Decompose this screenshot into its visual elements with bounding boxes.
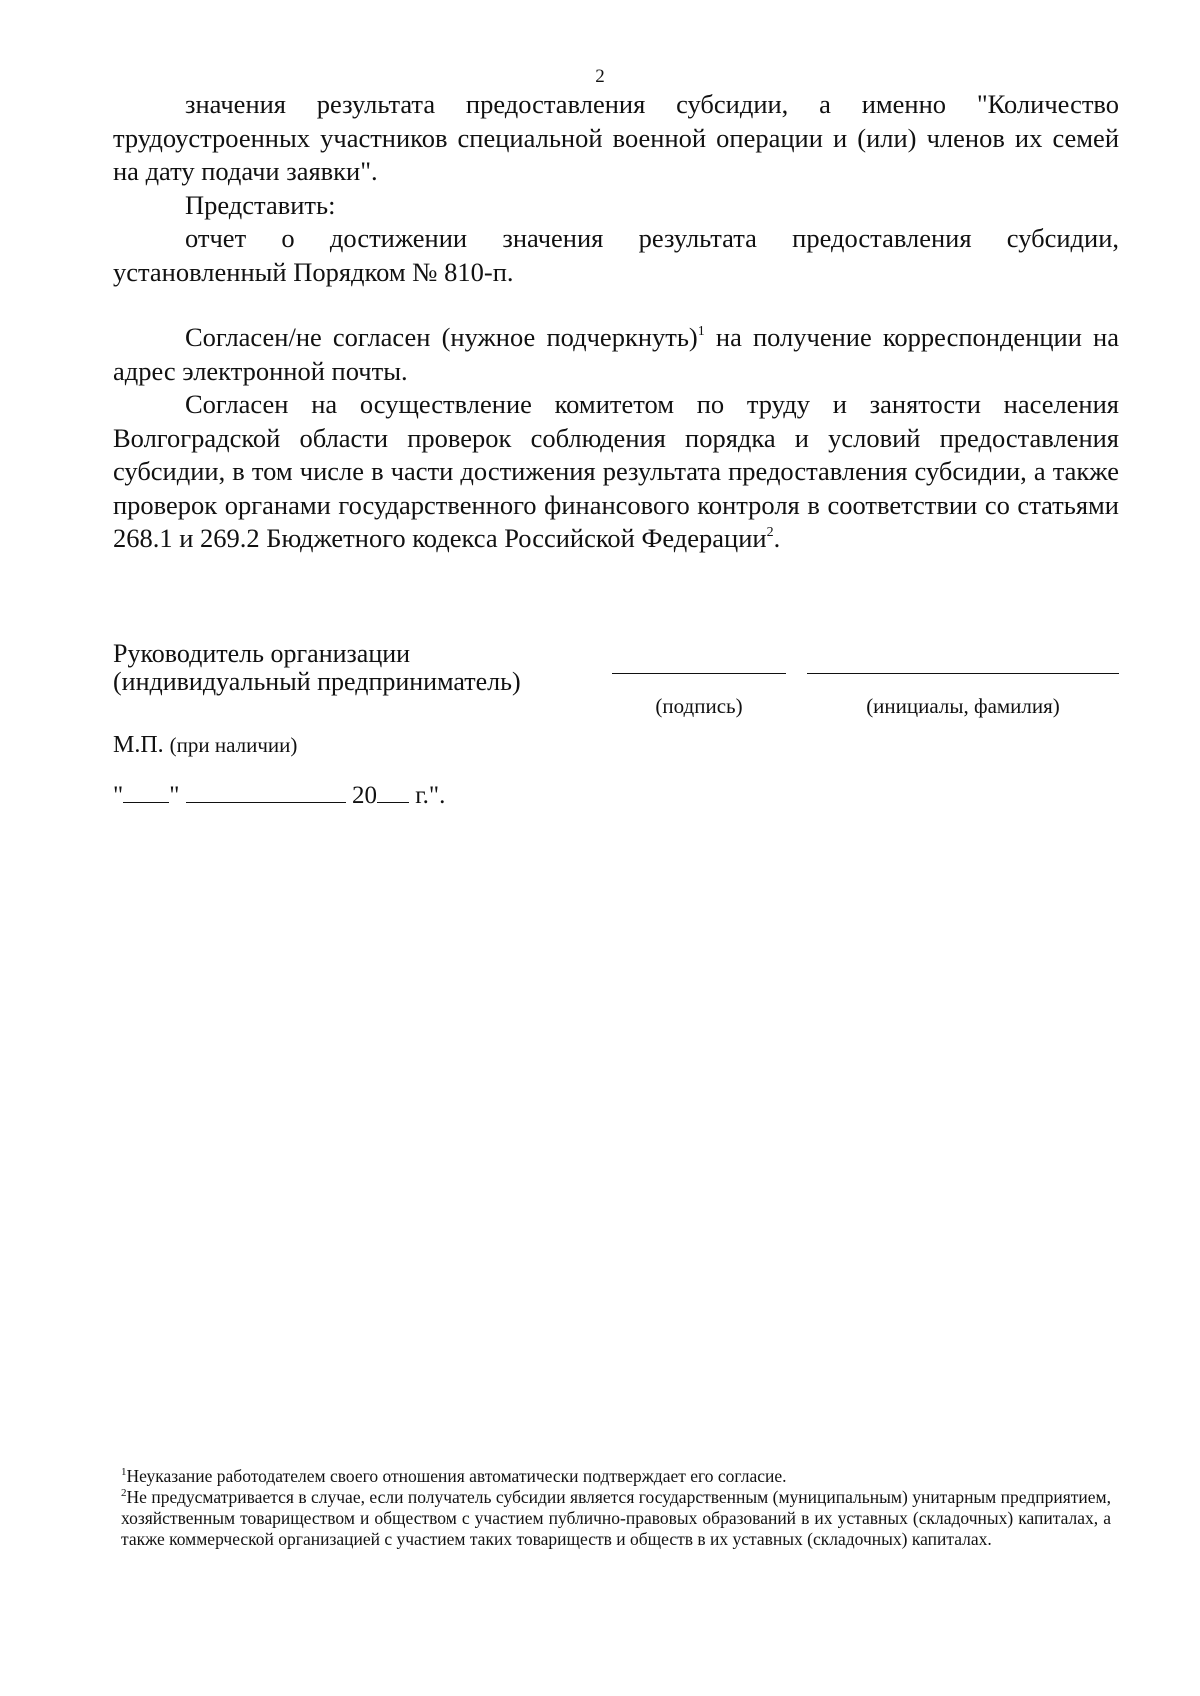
email-consent-text: Согласен/не согласен (нужное подчеркнуть) — [185, 322, 698, 352]
paragraph-email-consent — [113, 321, 1119, 388]
signature-block — [113, 640, 1119, 696]
footnote-text-1: Неуказание работодателем своего отношения автоматически подтверждает его согласие. — [126, 1466, 787, 1486]
document-body — [113, 88, 1119, 556]
inspection-consent-text: Согласен на осуществление комитетом по труду и занятости населения Волгоградской области проверок соблюдения порядка и условий предоставления субсидии, в том числе в части достижения результата предоставления субсидии, а также проверок органами государственного финансового контроля в соответствии со статьями 268.1 и 269.2 Бюджетного кодекса Российской Федерации — [113, 389, 1119, 553]
day-blank — [123, 780, 169, 803]
signature-caption: (подпись) — [655, 694, 743, 718]
paragraph-submit: Представить: — [185, 189, 336, 220]
signatory-title-line1: Руководитель организации — [113, 639, 411, 668]
stamp-placeholder — [113, 732, 297, 759]
name-caption: (инициалы, фамилия) — [866, 694, 1060, 718]
date-quote-open: " — [113, 782, 124, 809]
date-suffix: г.". — [415, 782, 446, 809]
signatory-title-line2: (индивидуальный предприниматель) — [113, 667, 521, 696]
footnote-ref-2: 2 — [766, 525, 774, 540]
name-line — [807, 673, 1119, 674]
paragraph-report: отчет о достижении значения результата предоставления субсидии, установленный Порядком № 810-п. — [113, 223, 1119, 287]
page-number: 2 — [595, 66, 605, 87]
email-consent-text-end: на получение корреспонденции на адрес электронной почты. — [113, 322, 1119, 386]
paragraph-spacer — [113, 289, 1119, 321]
date-quote-close: " — [169, 782, 180, 809]
paragraph-result-value: значения результата предоставления субсидии, а именно "Количество трудоустроенных участников специальной военной операции и (или) членов их семей на дату подачи заявки". — [113, 89, 1119, 186]
month-blank — [186, 780, 346, 803]
year-prefix: 20 — [351, 782, 377, 809]
paragraph-inspection-consent — [113, 388, 1119, 556]
stamp-prefix: М.П. — [113, 732, 164, 758]
footnote-ref-1: 1 — [697, 324, 705, 339]
footnote-2 — [121, 1487, 1111, 1550]
year-blank — [377, 780, 409, 803]
footnote-text-2: Не предусматривается в случае, если получатель субсидии является государственным (муниципальным) унитарным предприятием, хозяйственным товариществом и обществом с участием публично-правовых образований в их уставных (складочных) капиталах, а также коммерческой организацией с участием таких товариществ и обществ в их уставных (складочных) капиталах. — [121, 1487, 1111, 1549]
inspection-consent-text-end: . — [773, 523, 781, 553]
footnote-mark-1: 1 — [121, 1466, 127, 1478]
signature-line — [612, 673, 786, 674]
footnote-mark-2: 2 — [121, 1487, 127, 1499]
footnote-1 — [121, 1466, 1111, 1487]
stamp-note: (при наличии) — [169, 733, 298, 757]
date-field — [113, 780, 445, 810]
footnotes — [121, 1466, 1111, 1550]
